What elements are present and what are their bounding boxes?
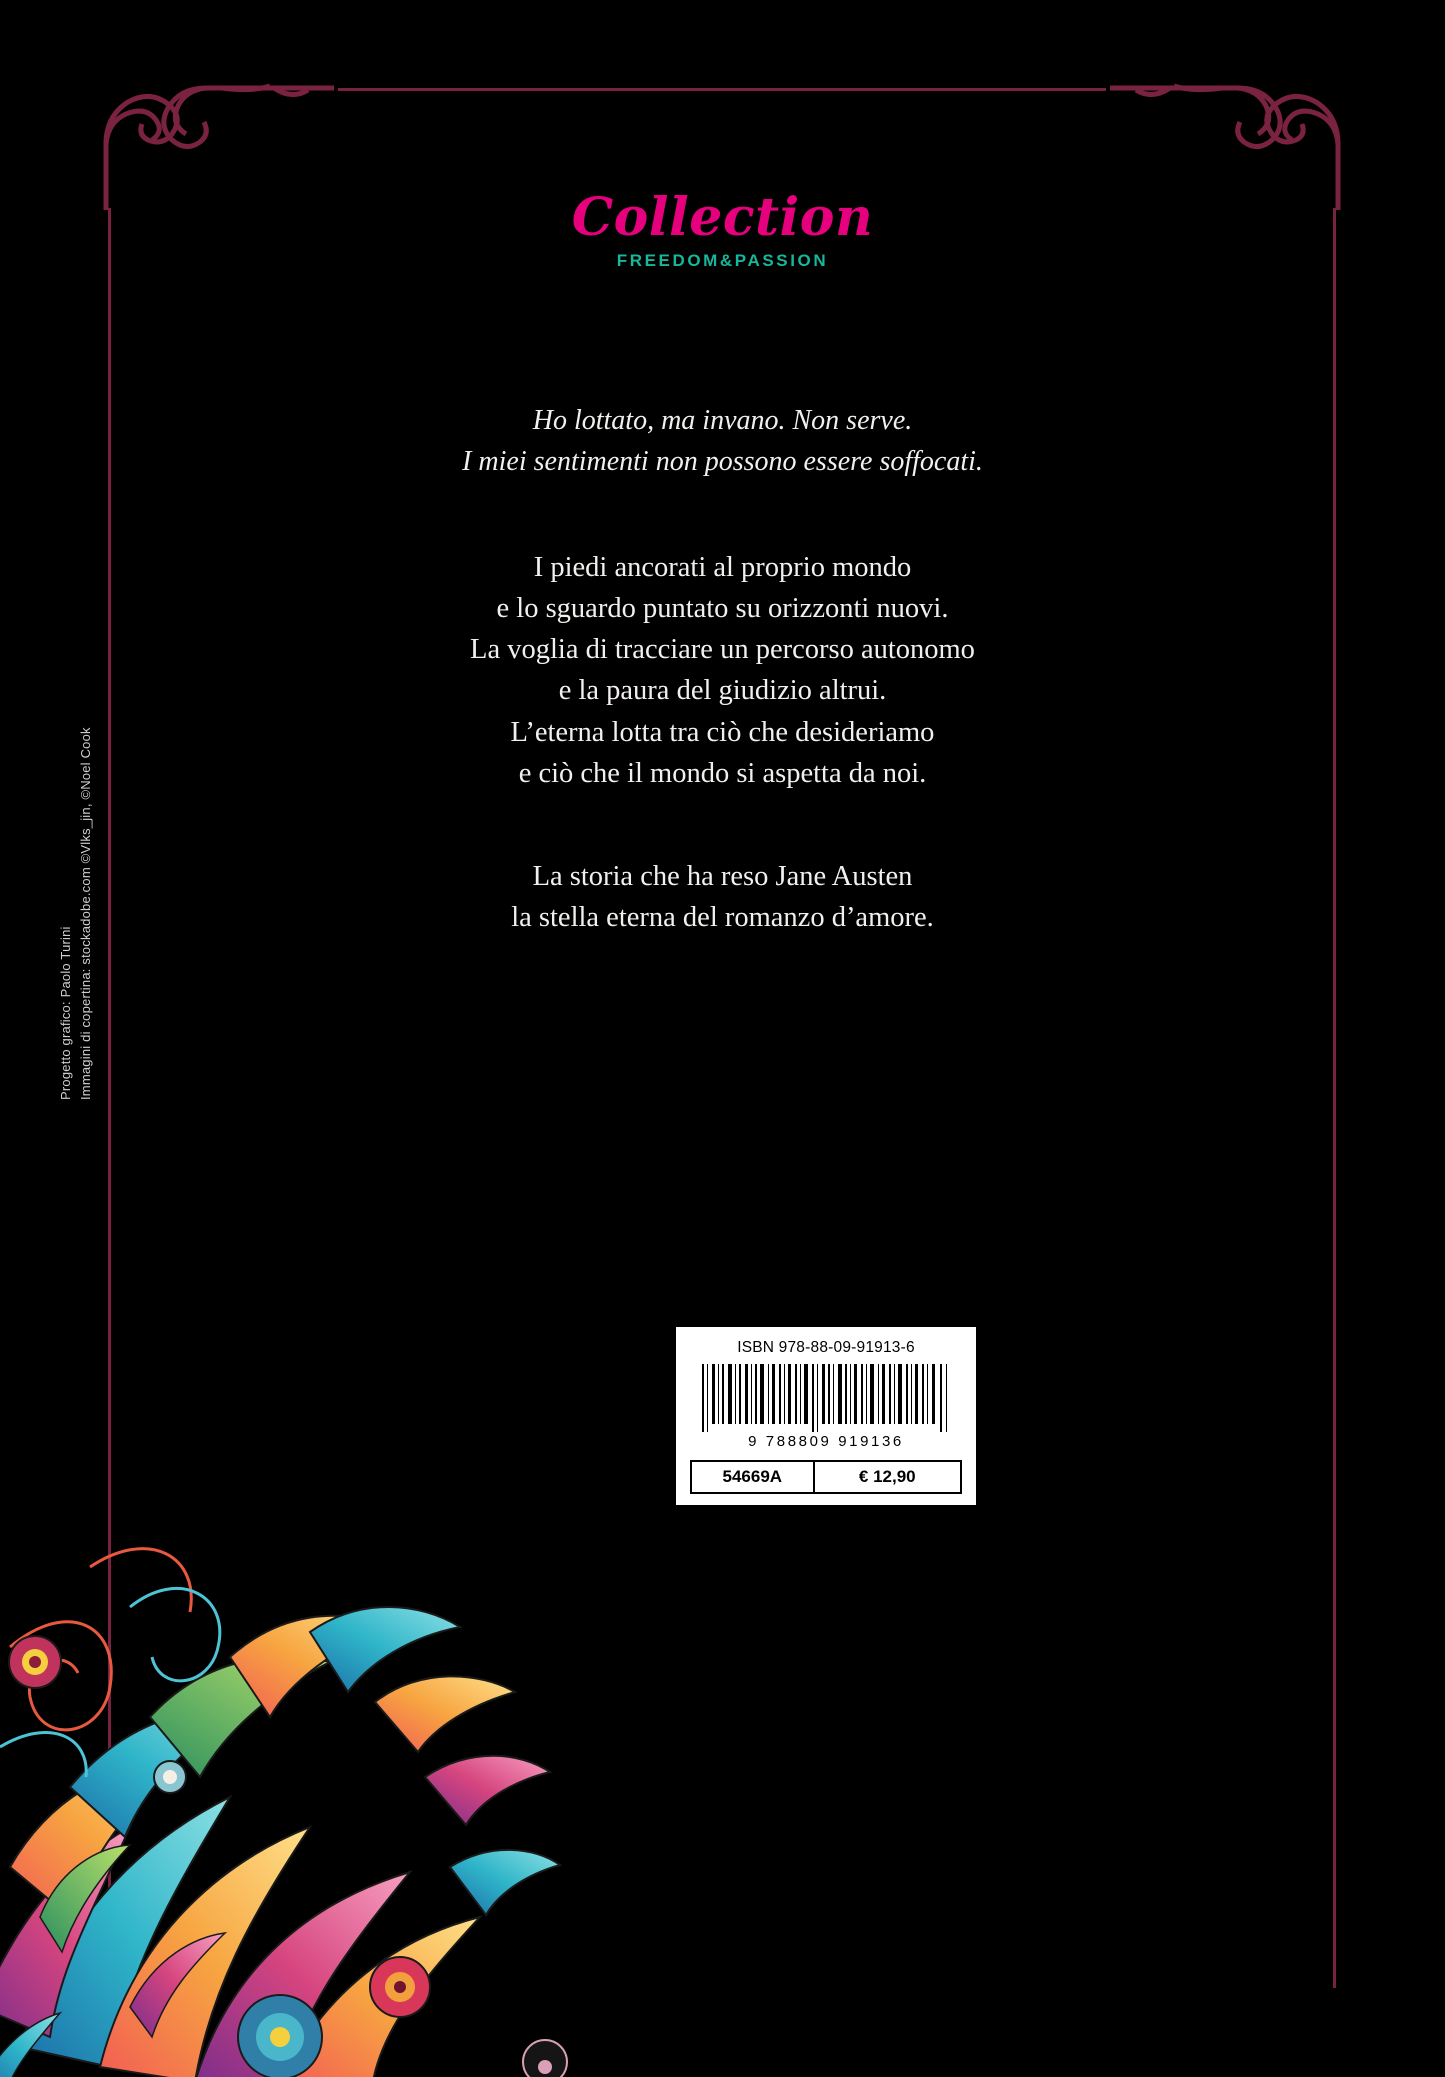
price-row xyxy=(690,1460,962,1494)
barcode-icon xyxy=(700,1364,952,1432)
credits-block xyxy=(56,680,95,1100)
credit-images: Immagini di copertina: stockadobe.com ©Vlks_jin, ©Noel Cook xyxy=(77,727,93,1100)
blurb-spacer xyxy=(160,794,1285,856)
blurb-body-line: La voglia di tracciare un percorso autonomo xyxy=(470,634,975,666)
logo-main-text: Collection xyxy=(571,187,874,248)
credit-designer: Progetto grafico: Paolo Turini xyxy=(58,926,73,1100)
barcode-digits: 9 788809 919136 xyxy=(748,1433,904,1450)
collection-logo xyxy=(0,187,1445,271)
blurb-spacer xyxy=(160,483,1285,547)
floral-artwork xyxy=(0,1447,640,2077)
barcode-block xyxy=(676,1327,976,1505)
blurb-lede-line: Ho lottato, ma invano. Non serve. xyxy=(532,405,913,436)
product-code: 54669A xyxy=(692,1462,815,1492)
blurb-closing-line: la stella eterna del romanzo d’amore. xyxy=(511,902,934,934)
blurb-body-line: L’eterna lotta tra ciò che desideriamo xyxy=(510,716,935,748)
blurb-body-line: e la paura del giudizio altrui. xyxy=(558,675,887,707)
frame-right-line xyxy=(1333,208,1336,1988)
frame-top-line xyxy=(338,88,1106,91)
back-cover-blurb xyxy=(160,400,1285,938)
blurb-body-line: I piedi ancorati al proprio mondo xyxy=(533,551,912,583)
logo-subtitle-text: FREEDOM&PASSION xyxy=(616,251,829,270)
blurb-body-line: e ciò che il mondo si aspetta da noi. xyxy=(518,757,927,789)
price-value: € 12,90 xyxy=(858,1467,916,1486)
blurb-lede-line: I miei sentimenti non possono essere soffocati. xyxy=(462,446,983,478)
blurb-closing-line: La storia che ha reso Jane Austen xyxy=(532,860,913,892)
isbn-text: ISBN 978-88-09-91913-6 xyxy=(737,1339,915,1356)
blurb-body-line: e lo sguardo puntato su orizzonti nuovi. xyxy=(496,593,949,625)
